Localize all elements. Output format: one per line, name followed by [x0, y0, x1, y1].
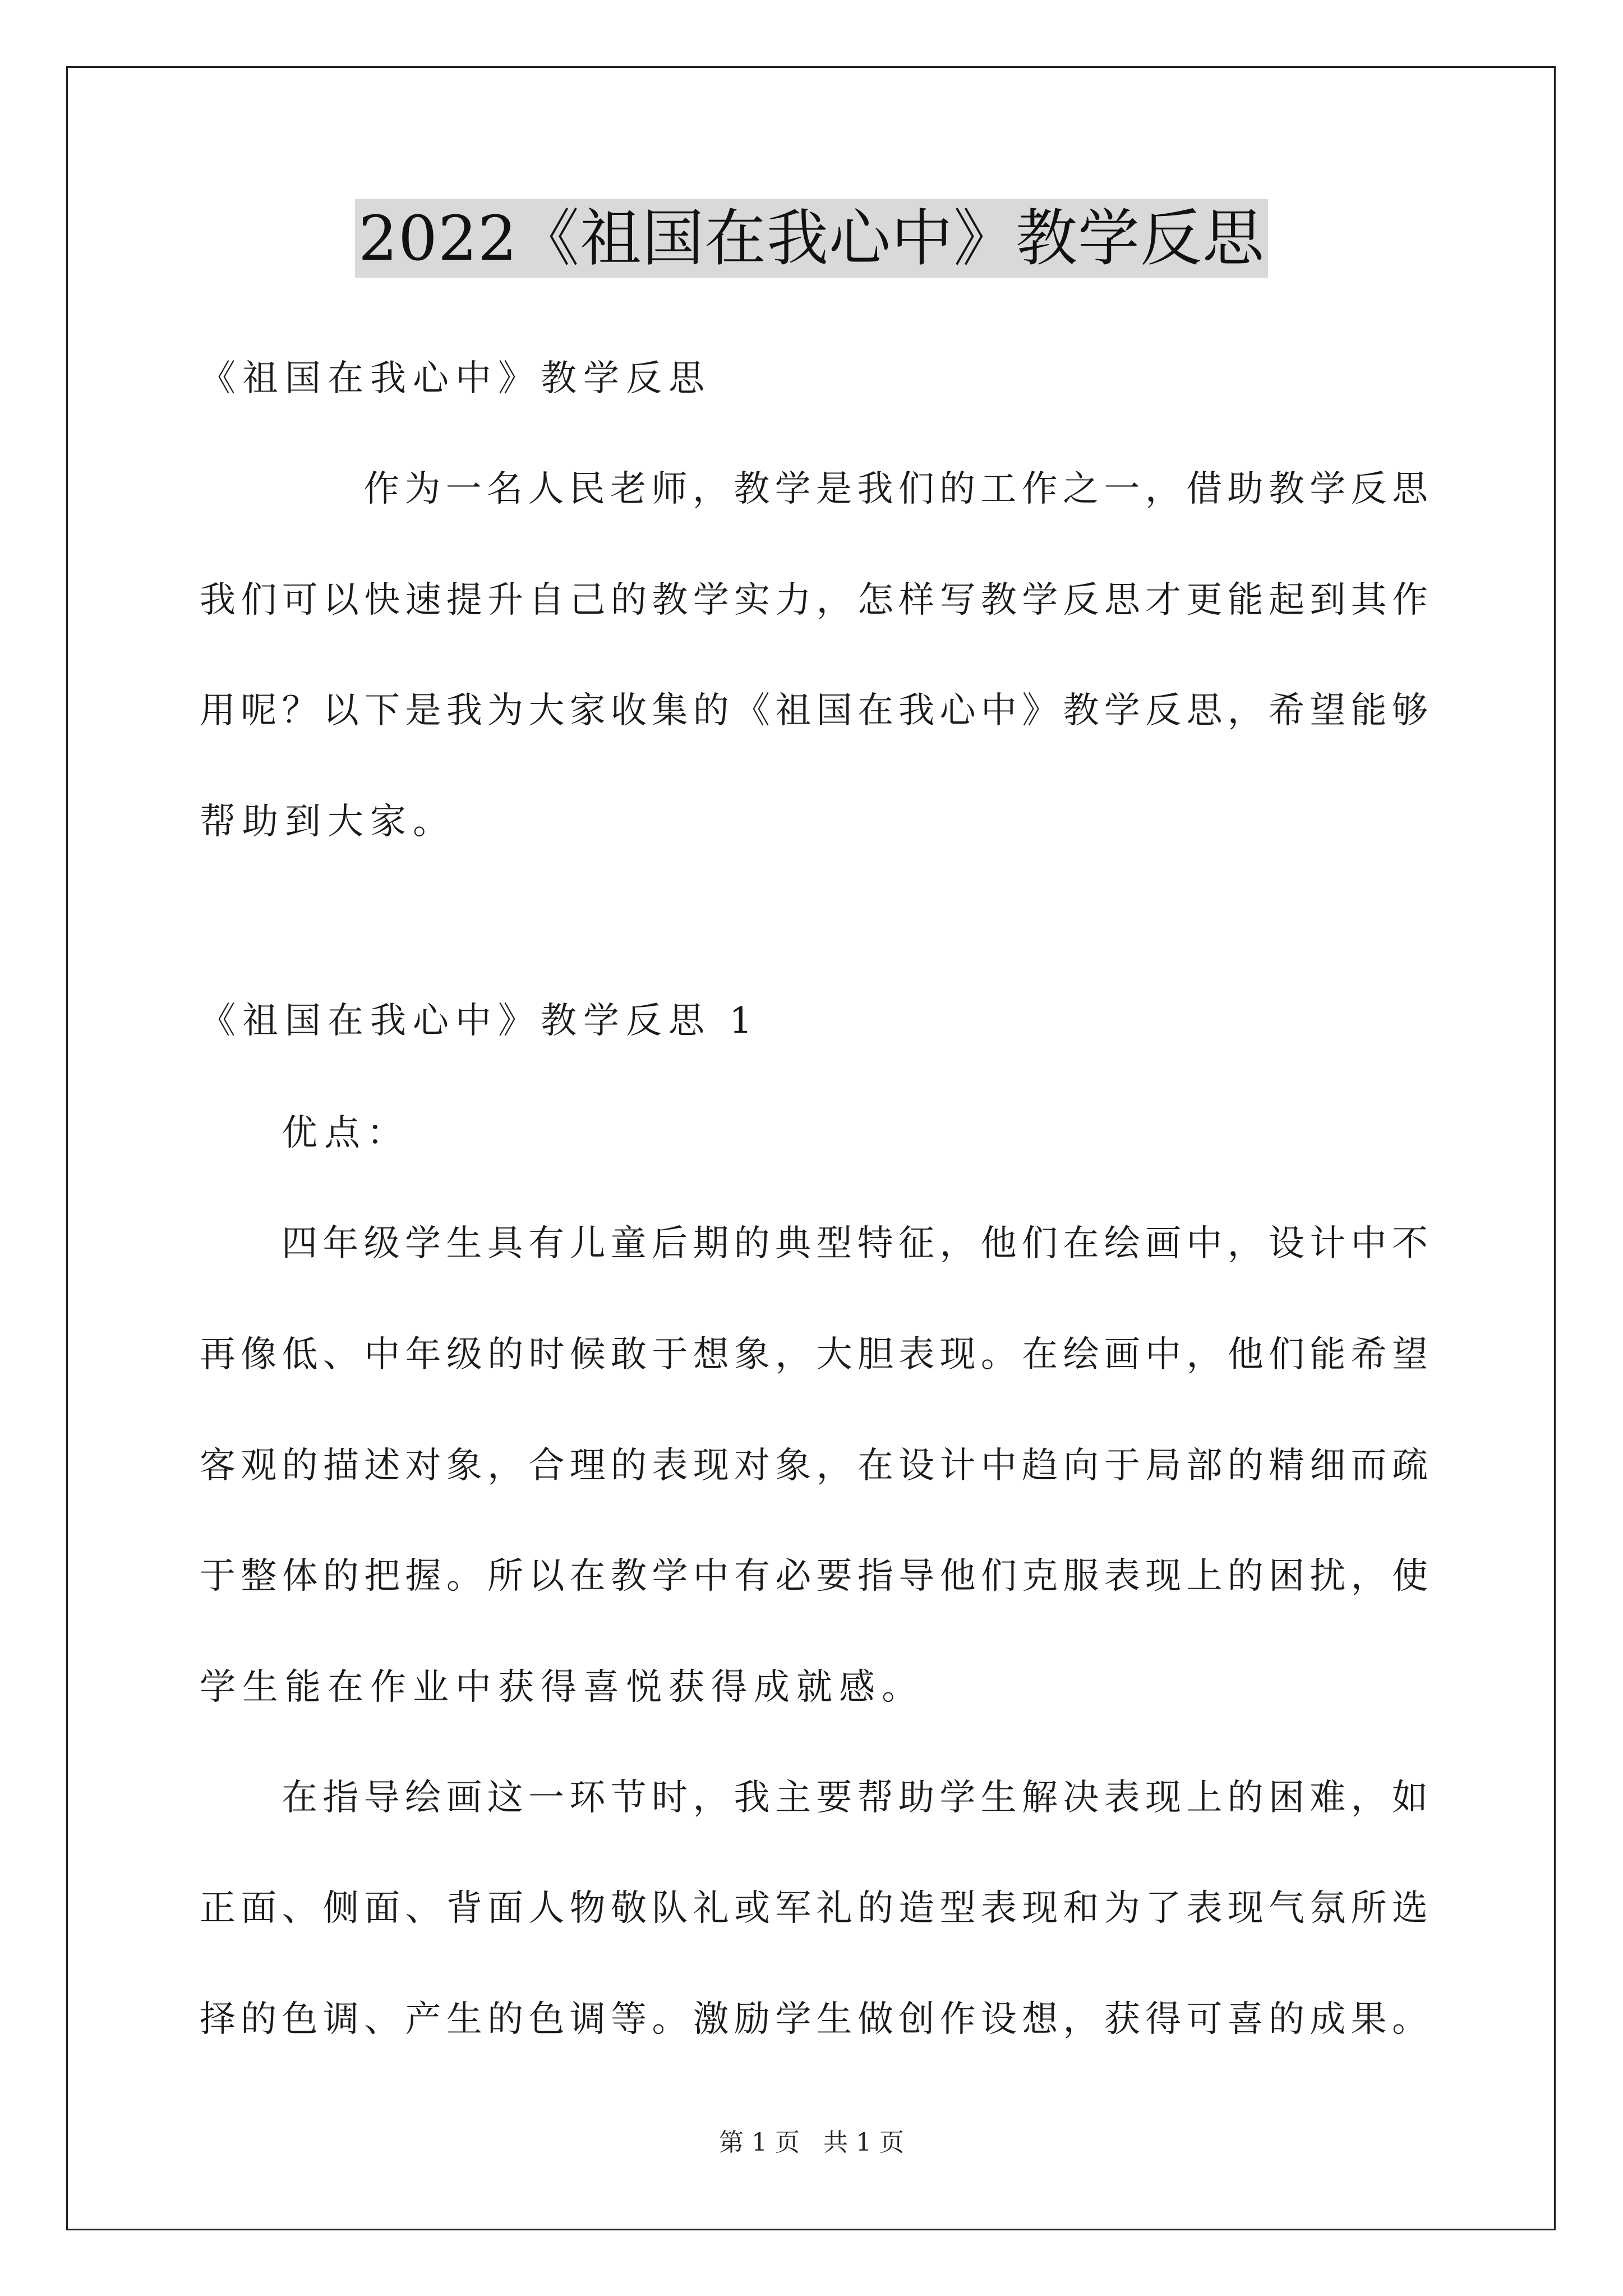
intro-heading: 《祖国在我心中》教学反思 [200, 358, 711, 399]
intro-line: 用呢？以下是我为大家收集的《祖国在我心中》教学反思，希望能够 [200, 690, 1428, 731]
paragraph2-line: 择的色调、产生的色调等。激励学生做创作设想，获得可喜的成果。 [200, 1999, 1428, 2040]
paragraph1-line: 于整体的把握。所以在教学中有必要指导他们克服表现上的困扰，使 [200, 1556, 1428, 1597]
paragraph1-line: 客观的描述对象，合理的表现对象，在设计中趋向于局部的精细而疏 [200, 1445, 1428, 1487]
intro-line: 帮助到大家。 [200, 801, 455, 843]
paragraph2-line: 正面、侧面、背面人物敬队礼或军礼的造型表现和为了表现气氛所选 [200, 1888, 1428, 1929]
paragraph1-line: 学生能在作业中获得喜悦获得成就感。 [200, 1667, 924, 1708]
paragraph1-line: 四年级学生具有儿童后期的典型特征，他们在绘画中，设计中不 [282, 1223, 1428, 1264]
paragraph2-line: 在指导绘画这一环节时，我主要帮助学生解决表现上的困难，如 [282, 1777, 1428, 1819]
document-title: 2022《祖国在我心中》教学反思 [355, 199, 1268, 278]
intro-line: 我们可以快速提升自己的教学实力，怎样写教学反思才更能起到其作 [200, 579, 1428, 621]
page-footer: 第 1 页 共 1 页 [719, 2128, 904, 2157]
intro-line: 作为一名人民老师，教学是我们的工作之一，借助教学反思 [363, 468, 1428, 510]
paragraph1-line: 再像低、中年级的时候敢于想象，大胆表现。在绘画中，他们能希望 [200, 1334, 1428, 1375]
subheading-advantages: 优点： [282, 1112, 409, 1154]
title-container [0, 199, 1623, 278]
section-heading: 《祖国在我心中》教学反思 1 [200, 1000, 759, 1042]
